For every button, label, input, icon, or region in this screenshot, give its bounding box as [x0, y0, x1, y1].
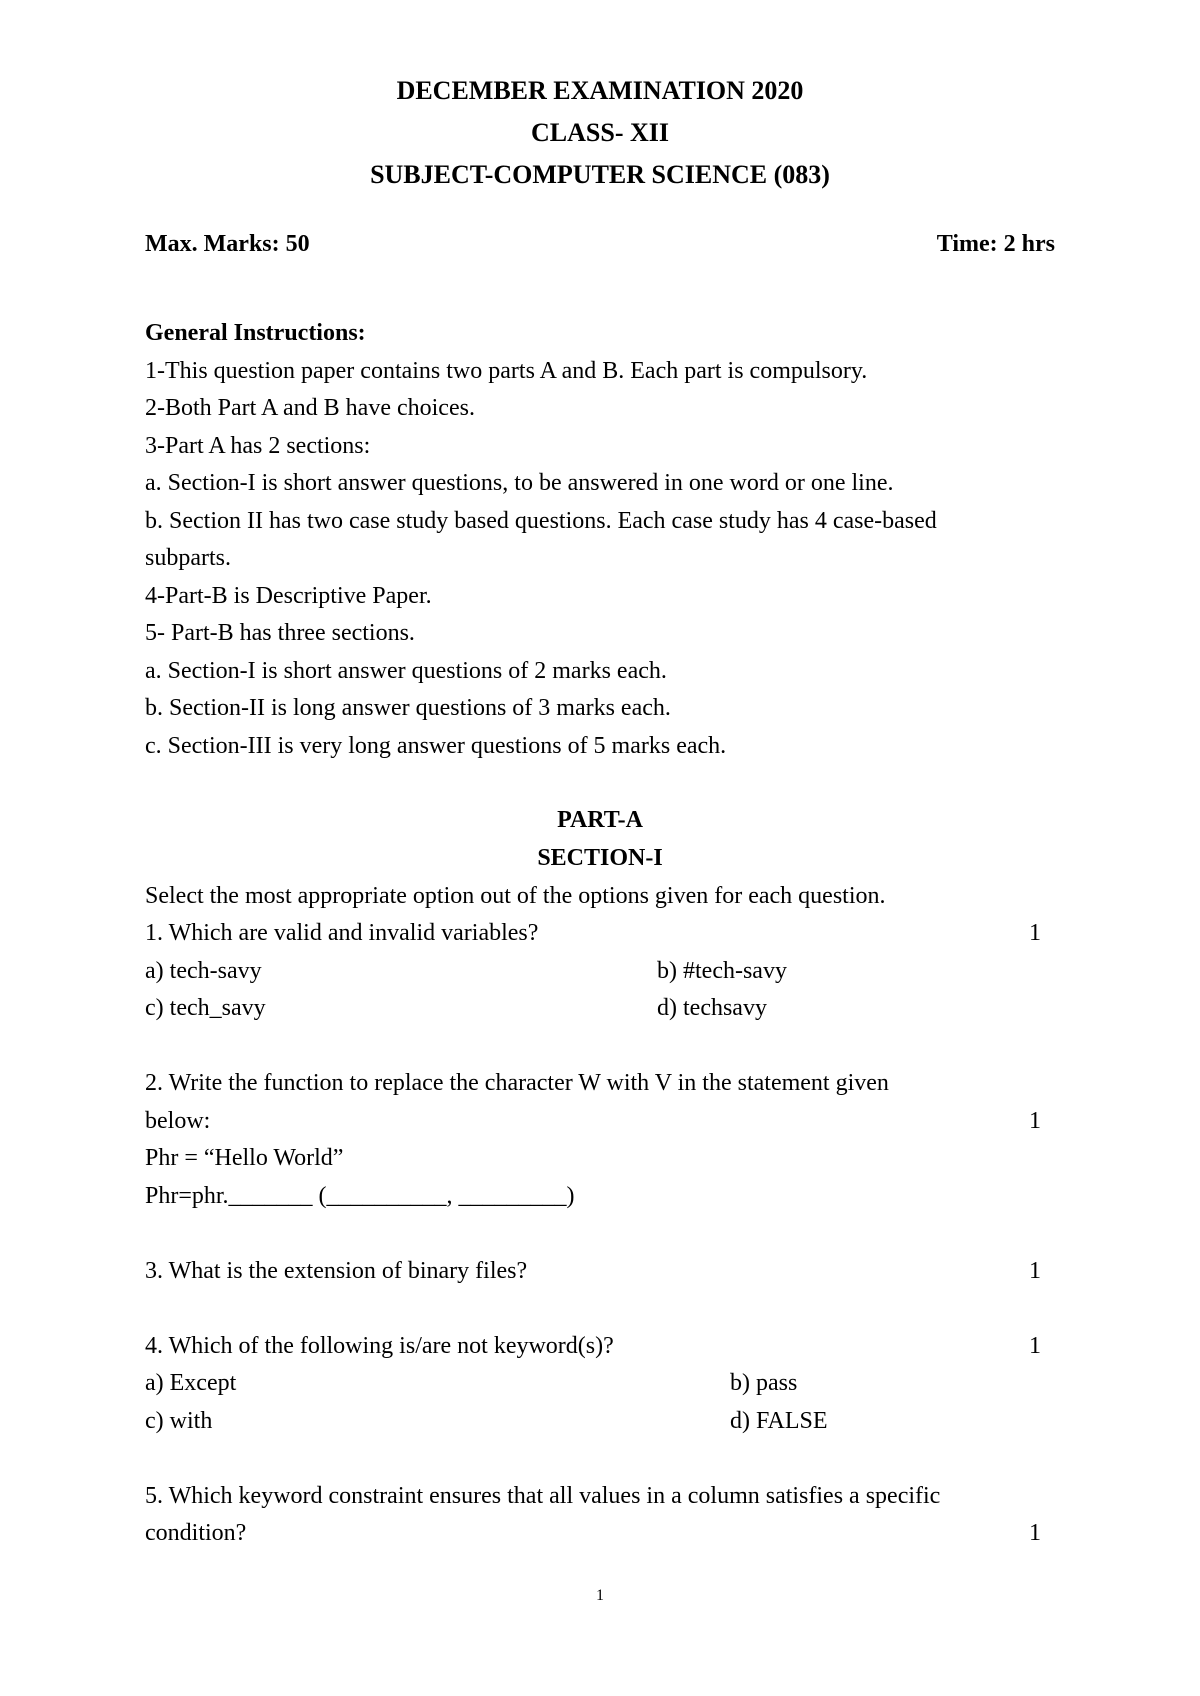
instruction-item: a. Section-I is short answer questions, to be answered in one word or one line. [145, 470, 894, 496]
question-2: 2. Write the function to replace the character W with V in the statement given [145, 1070, 889, 1096]
question-5-cont: condition? [145, 1520, 247, 1546]
question-4: 4. Which of the following is/are not keyword(s)? [145, 1333, 614, 1359]
instruction-item: 2-Both Part A and B have choices. [145, 395, 475, 421]
max-marks: Max. Marks: 50 [145, 231, 310, 257]
instruction-item: 1-This question paper contains two parts A and B. Each part is compulsory. [145, 358, 868, 384]
q1-option-d: d) techsavy [657, 995, 767, 1021]
instruction-item: c. Section-III is very long answer questions of 5 marks each. [145, 733, 727, 759]
q1-option-c: c) tech_savy [145, 995, 266, 1021]
q2-code-line-2: Phr=phr._______ (__________, _________) [145, 1183, 575, 1209]
question-1-marks: 1 [1029, 920, 1041, 946]
instruction-item: 5- Part-B has three sections. [145, 620, 415, 646]
instruction-item: b. Section II has two case study based questions. Each case study has 4 case-based [145, 508, 937, 534]
question-3: 3. What is the extension of binary files? [145, 1258, 528, 1284]
instruction-item: 3-Part A has 2 sections: [145, 433, 371, 459]
instruction-item: 4-Part-B is Descriptive Paper. [145, 583, 432, 609]
question-3-marks: 1 [1029, 1258, 1041, 1284]
instruction-item: b. Section-II is long answer questions of 3 marks each. [145, 695, 671, 721]
question-2-marks: 1 [1029, 1108, 1041, 1134]
part-a-title: PART-A [557, 807, 643, 833]
instruction-item: a. Section-I is short answer questions of 2 marks each. [145, 658, 667, 684]
question-1: 1. Which are valid and invalid variables? [145, 920, 539, 946]
instruction-item: subparts. [145, 545, 231, 571]
question-5-marks: 1 [1029, 1520, 1041, 1546]
q4-option-b: b) pass [730, 1370, 798, 1396]
subject-title: SUBJECT-COMPUTER SCIENCE (083) [370, 160, 830, 189]
q1-option-b: b) #tech-savy [657, 958, 787, 984]
class-title: CLASS- XII [531, 118, 669, 147]
section-prompt: Select the most appropriate option out of the options given for each question. [145, 883, 886, 909]
question-5: 5. Which keyword constraint ensures that all values in a column satisfies a specific [145, 1483, 941, 1509]
page-number: 1 [596, 1587, 604, 1604]
exam-title: DECEMBER EXAMINATION 2020 [396, 76, 804, 105]
q2-code-line-1: Phr = “Hello World” [145, 1145, 344, 1171]
q4-option-d: d) FALSE [730, 1408, 828, 1434]
time-allowed: Time: 2 hrs [936, 231, 1055, 257]
question-4-marks: 1 [1029, 1333, 1041, 1359]
question-2-cont: below: [145, 1108, 211, 1134]
instructions-heading: General Instructions: [145, 320, 366, 346]
q1-option-a: a) tech-savy [145, 958, 262, 984]
q4-option-c: c) with [145, 1408, 213, 1434]
q4-option-a: a) Except [145, 1370, 237, 1396]
section-i-title: SECTION-I [537, 845, 663, 871]
